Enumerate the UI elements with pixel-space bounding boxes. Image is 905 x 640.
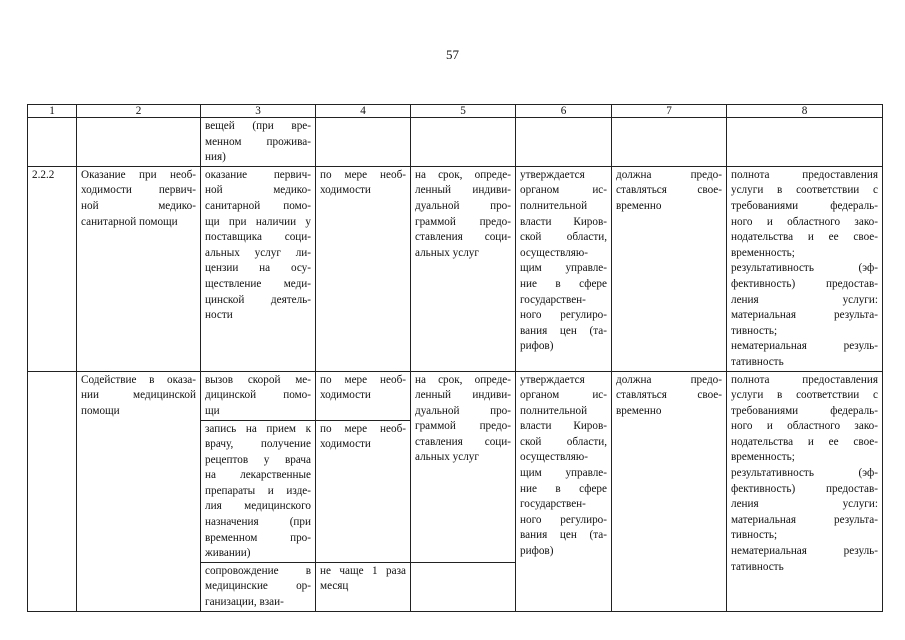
text-line: ного и областного зако- xyxy=(731,215,878,228)
text-line: на срок, опреде- xyxy=(415,168,511,181)
text-line: ходимости первич- xyxy=(81,184,196,197)
text-line: фективность) предостав- xyxy=(731,277,878,290)
text-line: ставления соци- xyxy=(415,231,511,244)
text-line: на лекарственные xyxy=(205,469,311,482)
text-line: ности xyxy=(205,309,233,322)
text-line: дуальной про- xyxy=(415,199,511,212)
text-line: ного регулиро- xyxy=(520,513,607,526)
text-line: медицинские ор- xyxy=(205,580,311,593)
text-line: ществление меди- xyxy=(205,277,311,290)
text-line: ного регулиро- xyxy=(520,309,607,322)
text-line: ления услуги: xyxy=(731,498,878,511)
cell-term xyxy=(411,371,516,562)
cell-content xyxy=(201,420,316,562)
text-line: менном прожива- xyxy=(205,135,311,148)
text-line: живании) xyxy=(205,547,251,560)
text-line: должна предо- xyxy=(616,168,722,181)
text-line: тивность; xyxy=(731,529,778,542)
text-line: рецептов у врача xyxy=(205,453,311,466)
text-line: тативность xyxy=(731,560,784,573)
text-line: альных услуг xyxy=(415,246,479,259)
page-number: 57 xyxy=(446,47,459,62)
header-cell: 3 xyxy=(201,105,316,118)
header-cell: 2 xyxy=(77,105,201,118)
text-line: граммой предо- xyxy=(415,420,511,433)
text-line: рифов) xyxy=(520,545,554,558)
cell-frequency xyxy=(316,420,411,562)
text-line: ской области, xyxy=(520,435,607,448)
text-line: щим управле- xyxy=(520,262,607,275)
cell-quality xyxy=(727,166,883,371)
text-line: тативность xyxy=(731,355,784,368)
text-line: органом ис- xyxy=(520,389,607,402)
text-line: дицинской помо- xyxy=(205,389,311,402)
text-line: требованиями федераль- xyxy=(731,404,878,417)
table-row-medical xyxy=(28,371,883,420)
text-line: месяц xyxy=(320,580,349,593)
cell-approval xyxy=(516,371,612,611)
text-line: власти Киров- xyxy=(520,215,607,228)
cell-content xyxy=(201,371,316,420)
text-line: щи при наличии у xyxy=(205,215,311,228)
text-line: запись на прием к xyxy=(205,422,311,435)
text-line: дуальной про- xyxy=(415,404,511,417)
text-line: помощи xyxy=(81,404,120,417)
text-line: власти Киров- xyxy=(520,420,607,433)
text-line: ставляться свое- xyxy=(616,389,722,402)
text-line: по мере необ- xyxy=(320,422,406,435)
text-line: ния) xyxy=(205,151,226,164)
text-line: ходимости xyxy=(320,184,371,197)
text-line: нематериальная резуль- xyxy=(731,340,878,353)
text-line: щи xyxy=(205,404,220,417)
continuation-row xyxy=(28,118,883,167)
text-line: поставщика соци- xyxy=(205,231,311,244)
text-line: нематериальная резуль- xyxy=(731,545,878,558)
cell-term xyxy=(411,166,516,371)
text-line: государствен- xyxy=(520,293,586,306)
text-line: ной медико- xyxy=(205,184,311,197)
header-cell: 5 xyxy=(411,105,516,118)
text-line: ние в сфере xyxy=(520,482,607,495)
text-line: органом ис- xyxy=(520,184,607,197)
text-line: должна предо- xyxy=(616,373,722,386)
text-line: утверждается xyxy=(520,168,585,181)
cell-service-name xyxy=(77,371,201,611)
text-line: ганизации, взаи- xyxy=(205,596,284,609)
text-line: Содействие в оказа- xyxy=(81,373,196,386)
text-line: санитарной помощи xyxy=(81,215,178,228)
header-cell: 4 xyxy=(316,105,411,118)
header-cell: 6 xyxy=(516,105,612,118)
text-line: требованиями федераль- xyxy=(731,199,878,212)
text-line: ставления соци- xyxy=(415,435,511,448)
text-line: по мере необ- xyxy=(320,168,406,181)
text-line: цинской деятель- xyxy=(205,293,311,306)
text-line: материальная результа- xyxy=(731,309,878,322)
text-line: временность; xyxy=(731,451,795,464)
text-line: не чаще 1 раза xyxy=(320,564,406,577)
text-line: временность; xyxy=(731,246,795,259)
cell-content xyxy=(201,118,316,167)
text-line: полнота предоставления xyxy=(731,168,878,181)
text-line: осуществляю- xyxy=(520,246,588,259)
text-line: альных услуг xyxy=(415,451,479,464)
text-line: материальная результа- xyxy=(731,513,878,526)
text-line: врачу, получение xyxy=(205,438,311,451)
text-line: ленный индиви- xyxy=(415,184,511,197)
text-line: ленный индиви- xyxy=(415,389,511,402)
text-line: лия медицинского xyxy=(205,500,311,513)
text-line: ления услуги: xyxy=(731,293,878,306)
text-line: фективность) предостав- xyxy=(731,482,878,495)
header-cell: 7 xyxy=(612,105,727,118)
text-line: тивность; xyxy=(731,324,778,337)
text-line: щим управле- xyxy=(520,467,607,480)
text-line: граммой предо- xyxy=(415,215,511,228)
text-line: результативность (эф- xyxy=(731,262,878,275)
text-line: ставляться свое- xyxy=(616,184,722,197)
cell-frequency xyxy=(316,371,411,420)
header-cell: 1 xyxy=(28,105,77,118)
cell-content xyxy=(201,562,316,611)
text-line: по мере необ- xyxy=(320,373,406,386)
text-line: результативность (эф- xyxy=(731,467,878,480)
text-line: полнота предоставления xyxy=(731,373,878,386)
cell-frequency xyxy=(316,166,411,371)
header-cell: 8 xyxy=(727,105,883,118)
cell-quality xyxy=(727,371,883,611)
text-line: временно xyxy=(616,199,662,212)
cell-frequency xyxy=(316,562,411,611)
text-line: назначения (при xyxy=(205,516,311,529)
text-line: альных услуг ли- xyxy=(205,246,311,259)
cell-content xyxy=(201,166,316,371)
text-line: нодательства и ее свое- xyxy=(731,231,878,244)
text-line: ние в сфере xyxy=(520,277,607,290)
text-line: нодательства и ее свое- xyxy=(731,435,878,448)
text-line: вания цен (та- xyxy=(520,324,607,337)
text-line: оказание первич- xyxy=(205,168,311,181)
text-line: услуги в соответствии с xyxy=(731,184,878,197)
text-line: вания цен (та- xyxy=(520,529,607,542)
text-line: рифов) xyxy=(520,340,554,353)
text-line: ской области, xyxy=(520,231,607,244)
text-line: ходимости xyxy=(320,389,371,402)
text-line: полнительной xyxy=(520,199,588,212)
text-line: услуги в соответствии с xyxy=(731,389,878,402)
text-line: вызов скорой ме- xyxy=(205,373,311,386)
cell-timing xyxy=(612,166,727,371)
table-row-2-2-2 xyxy=(28,166,883,371)
header-row xyxy=(28,105,883,118)
text-line: санитарной помо- xyxy=(205,199,311,212)
text-line: временно xyxy=(616,404,662,417)
text-line: ного и областного зако- xyxy=(731,420,878,433)
text-line: ной медико- xyxy=(81,199,196,212)
text-line: сопровождение в xyxy=(205,564,311,577)
text-line: на срок, опреде- xyxy=(415,373,511,386)
text-line: Оказание при необ- xyxy=(81,168,196,181)
text-line: утверждается xyxy=(520,373,585,386)
text-line: вещей (при вре- xyxy=(205,120,311,132)
cell-timing xyxy=(612,371,727,611)
text-line: полнительной xyxy=(520,404,588,417)
text-line: цензии на осу- xyxy=(205,262,311,275)
text-line: ходимости xyxy=(320,438,371,451)
text-line: препараты и изде- xyxy=(205,484,311,497)
cell-number: 2.2.2 xyxy=(28,166,77,371)
text-line: нии медицинской xyxy=(81,389,196,402)
services-table xyxy=(27,104,883,612)
text-line: осуществляю- xyxy=(520,451,588,464)
cell-service-name xyxy=(77,166,201,371)
cell-approval xyxy=(516,166,612,371)
text-line: временном про- xyxy=(205,531,311,544)
text-line: государствен- xyxy=(520,498,586,511)
